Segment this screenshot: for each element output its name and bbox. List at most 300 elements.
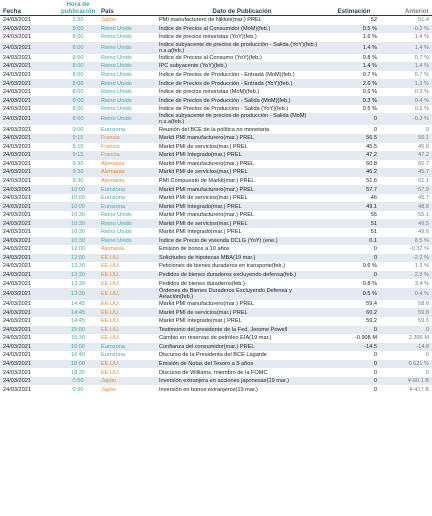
country-link[interactable]: Eurozona [98, 194, 156, 203]
country-link[interactable]: EE.UU. [98, 279, 156, 288]
country-link[interactable]: Eurozona [98, 343, 156, 352]
estimate-cell: 0 [328, 254, 380, 263]
table-row [0, 16, 432, 25]
previous-cell: 56.1 [380, 134, 432, 143]
table-row [0, 33, 432, 42]
table-row [0, 71, 432, 80]
time-cell: 15:30 [58, 334, 98, 343]
country-link[interactable]: Reino Unido [98, 25, 156, 34]
time-cell: 15:00 [58, 326, 98, 335]
estimate-cell: 0 [328, 113, 380, 125]
estimate-cell: 0 [328, 326, 380, 335]
description-cell: Markit PMI manufacturero(mar.) PREL [156, 211, 328, 220]
estimate-cell: 56.5 [328, 134, 380, 143]
table-row [0, 125, 432, 134]
table-row [0, 151, 432, 160]
table-row [0, 185, 432, 194]
country-link[interactable]: Reino Unido [98, 79, 156, 88]
header-date: Fecha [0, 0, 58, 16]
country-link[interactable]: Alemania [98, 245, 156, 254]
description-cell: Markit PMI Integrado(mar.) PREL [156, 151, 328, 160]
description-cell: Solicitudes de hipotecas MBA(19 mar.) [156, 254, 328, 263]
time-cell: 13:30 [58, 262, 98, 271]
table-row [0, 317, 432, 326]
time-cell: 9:15 [58, 143, 98, 152]
description-cell: Markit PMI manufacturero(mar.) PREL [156, 134, 328, 143]
description-cell: Pedidos de bienes duraderos excluyendo defensa(feb.) [156, 271, 328, 280]
estimate-cell: 1.4 % [328, 42, 380, 54]
country-link[interactable]: Reino Unido [98, 54, 156, 63]
previous-cell: 57.9 [380, 185, 432, 194]
country-link[interactable]: Japón [98, 16, 156, 25]
table-row [0, 385, 432, 394]
description-cell: Índice de Precios al Consumidor (MoM)(feb.) [156, 25, 328, 34]
date-cell: 24/03/2021 [0, 262, 58, 271]
previous-cell: 1.4 % [380, 33, 432, 42]
table-row [0, 168, 432, 177]
date-cell: 24/03/2021 [0, 300, 58, 309]
estimate-cell: 1.4 % [328, 62, 380, 71]
estimate-cell: 51 [328, 219, 380, 228]
date-cell: 24/03/2021 [0, 105, 58, 114]
description-cell: Markit PMI de servicios(mar.) PREL [156, 168, 328, 177]
description-cell: Inversión extranjera en acciones japonesas(19 mar.) [156, 377, 328, 386]
date-cell: 24/03/2021 [0, 96, 58, 105]
time-cell: 9:15 [58, 151, 98, 160]
date-cell: 24/03/2021 [0, 317, 58, 326]
estimate-cell: 51.6 [328, 177, 380, 186]
country-link[interactable]: Reino Unido [98, 211, 156, 220]
previous-cell: 58.6 [380, 300, 432, 309]
time-cell: 10:30 [58, 228, 98, 237]
previous-cell: 51.1 [380, 177, 432, 186]
date-cell: 24/03/2021 [0, 245, 58, 254]
table-row [0, 334, 432, 343]
estimate-cell: 46.2 [328, 168, 380, 177]
time-cell: 8:00 [58, 88, 98, 97]
country-link[interactable]: Reino Unido [98, 42, 156, 54]
table-row [0, 194, 432, 203]
date-cell: 24/03/2021 [0, 54, 58, 63]
table-row [0, 326, 432, 335]
estimate-cell: 0.1 [328, 237, 380, 246]
estimate-cell: 52 [328, 16, 380, 25]
estimate-cell: 0 [328, 377, 380, 386]
table-row [0, 271, 432, 280]
table-row [0, 219, 432, 228]
country-link[interactable]: Francia [98, 143, 156, 152]
time-cell: 8:00 [58, 79, 98, 88]
estimate-cell: 0 [328, 385, 380, 394]
previous-cell: 1.4 % [380, 62, 432, 71]
country-link[interactable]: EE.UU. [98, 317, 156, 326]
previous-cell: 0.4 % [380, 96, 432, 105]
table-row [0, 143, 432, 152]
estimate-cell: 59.4 [328, 300, 380, 309]
previous-cell: 59.5 [380, 317, 432, 326]
estimate-cell: 60.2 [328, 308, 380, 317]
date-cell: 24/03/2021 [0, 368, 58, 377]
time-cell: 9:30 [58, 160, 98, 169]
date-cell: 24/03/2021 [0, 168, 58, 177]
country-link[interactable]: Reino Unido [98, 33, 156, 42]
description-cell: Índice de precios minoristas (YoY)(feb.) [156, 33, 328, 42]
description-cell: Testimonio del presidente de la Fed, Jerome Powell [156, 326, 328, 335]
date-cell: 24/03/2021 [0, 360, 58, 369]
country-link[interactable]: EE.UU. [98, 326, 156, 335]
previous-cell: 49.5 [380, 219, 432, 228]
estimate-cell: 2.6 % [328, 79, 380, 88]
time-cell: 8:00 [58, 96, 98, 105]
estimate-cell: 60.8 [328, 160, 380, 169]
table-row [0, 279, 432, 288]
estimate-cell: 1.6 % [328, 33, 380, 42]
previous-cell: 45.7 [380, 194, 432, 203]
description-cell: Discurso de la Presidenta del BCE Lagarde [156, 351, 328, 360]
date-cell: 24/03/2021 [0, 62, 58, 71]
date-cell: 24/03/2021 [0, 113, 58, 125]
table-row [0, 96, 432, 105]
date-cell: 24/03/2021 [0, 177, 58, 186]
description-cell: Índice de precios minoristas (MoM)(feb.) [156, 88, 328, 97]
time-cell: 10:00 [58, 194, 98, 203]
estimate-cell: 55 [328, 211, 380, 220]
description-cell: Markit PMI Integrado(mar.) PREL [156, 228, 328, 237]
time-cell: 9:30 [58, 177, 98, 186]
previous-cell: 47.2 [380, 151, 432, 160]
time-cell: 10:30 [58, 211, 98, 220]
table-row [0, 377, 432, 386]
header-description: Dato de Publicación [156, 0, 328, 16]
table-row [0, 113, 432, 125]
country-link[interactable]: EE.UU. [98, 254, 156, 263]
estimate-cell: 0.8 % [328, 54, 380, 63]
time-cell: 8:00 [58, 42, 98, 54]
description-cell: Markit PMI de servicios(mar.) PREL [156, 143, 328, 152]
time-cell: 10:00 [58, 185, 98, 194]
time-cell: 9:15 [58, 134, 98, 143]
date-cell: 24/03/2021 [0, 334, 58, 343]
description-cell: Cambio en reservas de petróleo EIA(19 mar.) [156, 334, 328, 343]
previous-cell: -14.8 [380, 343, 432, 352]
previous-cell: 3.4 % [380, 279, 432, 288]
country-link[interactable]: Eurozona [98, 125, 156, 134]
previous-cell: 0.2 % [380, 105, 432, 114]
table-row [0, 262, 432, 271]
estimate-cell: 0.5 % [328, 105, 380, 114]
estimate-cell: 46 [328, 194, 380, 203]
table-row [0, 62, 432, 71]
previous-cell: 2.396 M [380, 334, 432, 343]
time-cell: 10:30 [58, 237, 98, 246]
time-cell: 16:40 [58, 351, 98, 360]
description-cell: Markit PMI manufacturero(mar.) PREL [156, 185, 328, 194]
table-row [0, 54, 432, 63]
previous-cell: 45.6 [380, 143, 432, 152]
previous-cell: 1.4 % [380, 42, 432, 54]
table-row [0, 160, 432, 169]
previous-cell: ¥-60.1 B [380, 377, 432, 386]
description-cell: Índice de Precios de Producción - Entrada (YoY)(feb.) [156, 79, 328, 88]
description-cell: Emisión de Notas del Tesoro a 5 años [156, 360, 328, 369]
header-previous: Anterior [380, 0, 432, 16]
time-cell: 10:00 [58, 202, 98, 211]
date-cell: 24/03/2021 [0, 134, 58, 143]
estimate-cell: 0.6 % [328, 262, 380, 271]
previous-cell: 1.3 % [380, 262, 432, 271]
date-cell: 24/03/2021 [0, 279, 58, 288]
date-cell: 24/03/2021 [0, 377, 58, 386]
country-link[interactable]: Japón [98, 385, 156, 394]
date-cell: 24/03/2021 [0, 254, 58, 263]
description-cell: Reunión del BCE de la política no monetaria [156, 125, 328, 134]
time-cell: 8:00 [58, 54, 98, 63]
time-cell: 9:30 [58, 168, 98, 177]
date-cell: 24/03/2021 [0, 385, 58, 394]
description-cell: Inversión en bonos extranjeros(19 mar.) [156, 385, 328, 394]
estimate-cell: 59.2 [328, 317, 380, 326]
estimate-cell: 0.3 % [328, 96, 380, 105]
time-cell: 14:45 [58, 308, 98, 317]
date-cell: 24/03/2021 [0, 143, 58, 152]
time-cell: 0:50 [58, 385, 98, 394]
country-link[interactable]: Reino Unido [98, 237, 156, 246]
table-row [0, 351, 432, 360]
country-link[interactable]: Eurozona [98, 351, 156, 360]
previous-cell: 8.5 % [380, 237, 432, 246]
table-row [0, 254, 432, 263]
country-link[interactable]: Reino Unido [98, 88, 156, 97]
header-country: País [98, 0, 156, 16]
time-cell: 12:00 [58, 254, 98, 263]
description-cell: Índice de Precios de Producción - Salida (MoM)(feb.) [156, 96, 328, 105]
estimate-cell: 45.5 [328, 143, 380, 152]
description-cell: Markit PMI Integrado(mar.) PREL [156, 202, 328, 211]
country-link[interactable]: Francia [98, 134, 156, 143]
date-cell: 24/03/2021 [0, 219, 58, 228]
table-row [0, 368, 432, 377]
time-cell: 18:00 [58, 360, 98, 369]
previous-cell: 0 [380, 125, 432, 134]
description-cell: Índice subyacente de precios de producción - Salida (YoY)(feb.) n.s.a(feb.) [156, 42, 328, 54]
description-cell: Índice de Precios al Consumo (YoY)(feb.) [156, 54, 328, 63]
country-link[interactable]: EE.UU. [98, 288, 156, 300]
previous-cell: 45.7 [380, 168, 432, 177]
estimate-cell: 51 [328, 228, 380, 237]
time-cell: 8:00 [58, 113, 98, 125]
time-cell: 8:00 [58, 33, 98, 42]
description-cell: Discurso de Williams, miembro de la FOMC [156, 368, 328, 377]
time-cell: 16:00 [58, 343, 98, 352]
time-cell: 12:00 [58, 245, 98, 254]
description-cell: Markit PMI manufacturero(mar.) PREL [156, 300, 328, 309]
table-body [0, 16, 432, 394]
previous-cell: ¥-417 B [380, 385, 432, 394]
previous-cell: 0.7 % [380, 71, 432, 80]
date-cell: 24/03/2021 [0, 16, 58, 25]
description-cell: Índice de Precios de Producción - Entrada (MoM)(feb.) [156, 71, 328, 80]
country-link[interactable]: EE.UU. [98, 308, 156, 317]
description-cell: Índice subyacente de precios de producción - Salida (MoM) n.s.a(feb.) [156, 113, 328, 125]
table-row [0, 288, 432, 300]
time-cell: 14:45 [58, 317, 98, 326]
estimate-cell: 49.1 [328, 202, 380, 211]
estimate-cell: 0 [328, 351, 380, 360]
previous-cell: 51.4 [380, 16, 432, 25]
time-cell: 14:45 [58, 300, 98, 309]
description-cell: Markit PMI de servicios(mar.) PREL [156, 194, 328, 203]
date-cell: 24/03/2021 [0, 326, 58, 335]
country-link[interactable]: Alemania [98, 160, 156, 169]
previous-cell: 0.621 % [380, 360, 432, 369]
previous-cell: 48.8 [380, 202, 432, 211]
time-cell: 8:00 [58, 105, 98, 114]
description-cell: Órdenes de Bienes Duraderos Excluyendo Defensa y Aviación(feb.) [156, 288, 328, 300]
estimate-cell: 47.2 [328, 151, 380, 160]
previous-cell: 1.3 % [380, 79, 432, 88]
date-cell: 24/03/2021 [0, 88, 58, 97]
estimate-cell: 0 [328, 368, 380, 377]
previous-cell: -0.32 % [380, 245, 432, 254]
previous-cell: -0.3 % [380, 88, 432, 97]
country-link[interactable]: Eurozona [98, 185, 156, 194]
country-link[interactable]: Alemania [98, 168, 156, 177]
description-cell: Markit PMI Integrado(mar.) PREL [156, 317, 328, 326]
estimate-cell: 57.7 [328, 185, 380, 194]
table-row [0, 25, 432, 34]
time-cell: 13:30 [58, 288, 98, 300]
table-row [0, 245, 432, 254]
previous-cell: -0.2 % [380, 25, 432, 34]
description-cell: Pedidos de bienes duraderos(feb.) [156, 279, 328, 288]
description-cell: Emisión de bonos a 10 años [156, 245, 328, 254]
previous-cell: 60.7 [380, 160, 432, 169]
country-link[interactable]: EE.UU. [98, 300, 156, 309]
time-cell: 10:30 [58, 219, 98, 228]
table-row [0, 360, 432, 369]
table-row [0, 42, 432, 54]
description-cell: Índice de Precio de vivienda DCLG (YoY) (ene.) [156, 237, 328, 246]
previous-cell: 0.7 % [380, 54, 432, 63]
description-cell: Markit PMI manufacturero(mar.) PREL [156, 160, 328, 169]
previous-cell: 2.3 % [380, 271, 432, 280]
country-link[interactable]: Reino Unido [98, 71, 156, 80]
description-cell: Índice de Precios de Producción - Salida (YoY)(feb.) [156, 105, 328, 114]
country-link[interactable]: Eurozona [98, 202, 156, 211]
date-cell: 24/03/2021 [0, 271, 58, 280]
table-row [0, 228, 432, 237]
table-row [0, 88, 432, 97]
date-cell: 24/03/2021 [0, 288, 58, 300]
date-cell: 24/03/2021 [0, 25, 58, 34]
table-row [0, 343, 432, 352]
date-cell: 24/03/2021 [0, 151, 58, 160]
table-row [0, 177, 432, 186]
date-cell: 24/03/2021 [0, 33, 58, 42]
header-time: Hora de publicación [58, 0, 98, 16]
country-link[interactable]: EE.UU. [98, 368, 156, 377]
time-cell: 13:30 [58, 279, 98, 288]
estimate-cell: 0 [328, 245, 380, 254]
previous-cell: -2.2 % [380, 254, 432, 263]
header-estimate: Estimación [328, 0, 380, 16]
country-link[interactable]: EE.UU. [98, 262, 156, 271]
estimate-cell: 0 [328, 360, 380, 369]
country-link[interactable]: Reino Unido [98, 228, 156, 237]
table-row [0, 237, 432, 246]
date-cell: 24/03/2021 [0, 211, 58, 220]
table-row [0, 134, 432, 143]
table-row [0, 308, 432, 317]
estimate-cell: 0 [328, 271, 380, 280]
time-cell: 18:35 [58, 368, 98, 377]
time-cell: 9:00 [58, 125, 98, 134]
date-cell: 24/03/2021 [0, 351, 58, 360]
description-cell: IPC subyacente (YoY)(feb.) [156, 62, 328, 71]
estimate-cell: -14.5 [328, 343, 380, 352]
description-cell: Markit PMI de servicios(mar.) PREL [156, 308, 328, 317]
estimate-cell: 0.7 % [328, 71, 380, 80]
previous-cell: 49.6 [380, 228, 432, 237]
date-cell: 24/03/2021 [0, 79, 58, 88]
estimate-cell: -0.908 M [328, 334, 380, 343]
date-cell: 24/03/2021 [0, 160, 58, 169]
previous-cell: 0.4 % [380, 288, 432, 300]
description-cell: Markit PMI de servicios(mar.) PREL [156, 219, 328, 228]
table-row [0, 300, 432, 309]
time-cell: 1:30 [58, 16, 98, 25]
date-cell: 24/03/2021 [0, 237, 58, 246]
estimate-cell: 0.6 % [328, 88, 380, 97]
previous-cell: 0 [380, 368, 432, 377]
date-cell: 24/03/2021 [0, 202, 58, 211]
description-cell: PMI manufacturero de Nikkei(mar.) PREL [156, 16, 328, 25]
previous-cell: 59.8 [380, 308, 432, 317]
country-link[interactable]: EE.UU. [98, 271, 156, 280]
table-row [0, 202, 432, 211]
date-cell: 24/03/2021 [0, 42, 58, 54]
time-cell: 8:00 [58, 62, 98, 71]
estimate-cell: 0.5 % [328, 25, 380, 34]
date-cell: 24/03/2021 [0, 194, 58, 203]
table-row [0, 79, 432, 88]
description-cell: Confianza del consumidor(mar.) PREL [156, 343, 328, 352]
country-link[interactable]: Reino Unido [98, 105, 156, 114]
country-link[interactable]: EE.UU. [98, 360, 156, 369]
time-cell: 8:00 [58, 25, 98, 34]
country-link[interactable]: Alemania [98, 177, 156, 186]
country-link[interactable]: Francia [98, 151, 156, 160]
estimate-cell: 0.8 % [328, 279, 380, 288]
country-link[interactable]: Reino Unido [98, 62, 156, 71]
previous-cell: 0 [380, 351, 432, 360]
date-cell: 24/03/2021 [0, 185, 58, 194]
country-link[interactable]: EE.UU. [98, 334, 156, 343]
table-header-row [0, 0, 432, 16]
estimate-cell: 0.5 % [328, 288, 380, 300]
country-link[interactable]: Japón [98, 377, 156, 386]
country-link[interactable]: Reino Unido [98, 113, 156, 125]
country-link[interactable]: Reino Unido [98, 96, 156, 105]
description-cell: Peticiones de bienes duraderos en transporte(feb.) [156, 262, 328, 271]
description-cell: PMI Compuesto de Markit(mar.) PREL [156, 177, 328, 186]
time-cell: 0:50 [58, 377, 98, 386]
date-cell: 24/03/2021 [0, 228, 58, 237]
table-row [0, 211, 432, 220]
date-cell: 24/03/2021 [0, 125, 58, 134]
country-link[interactable]: Reino Unido [98, 219, 156, 228]
date-cell: 24/03/2021 [0, 71, 58, 80]
